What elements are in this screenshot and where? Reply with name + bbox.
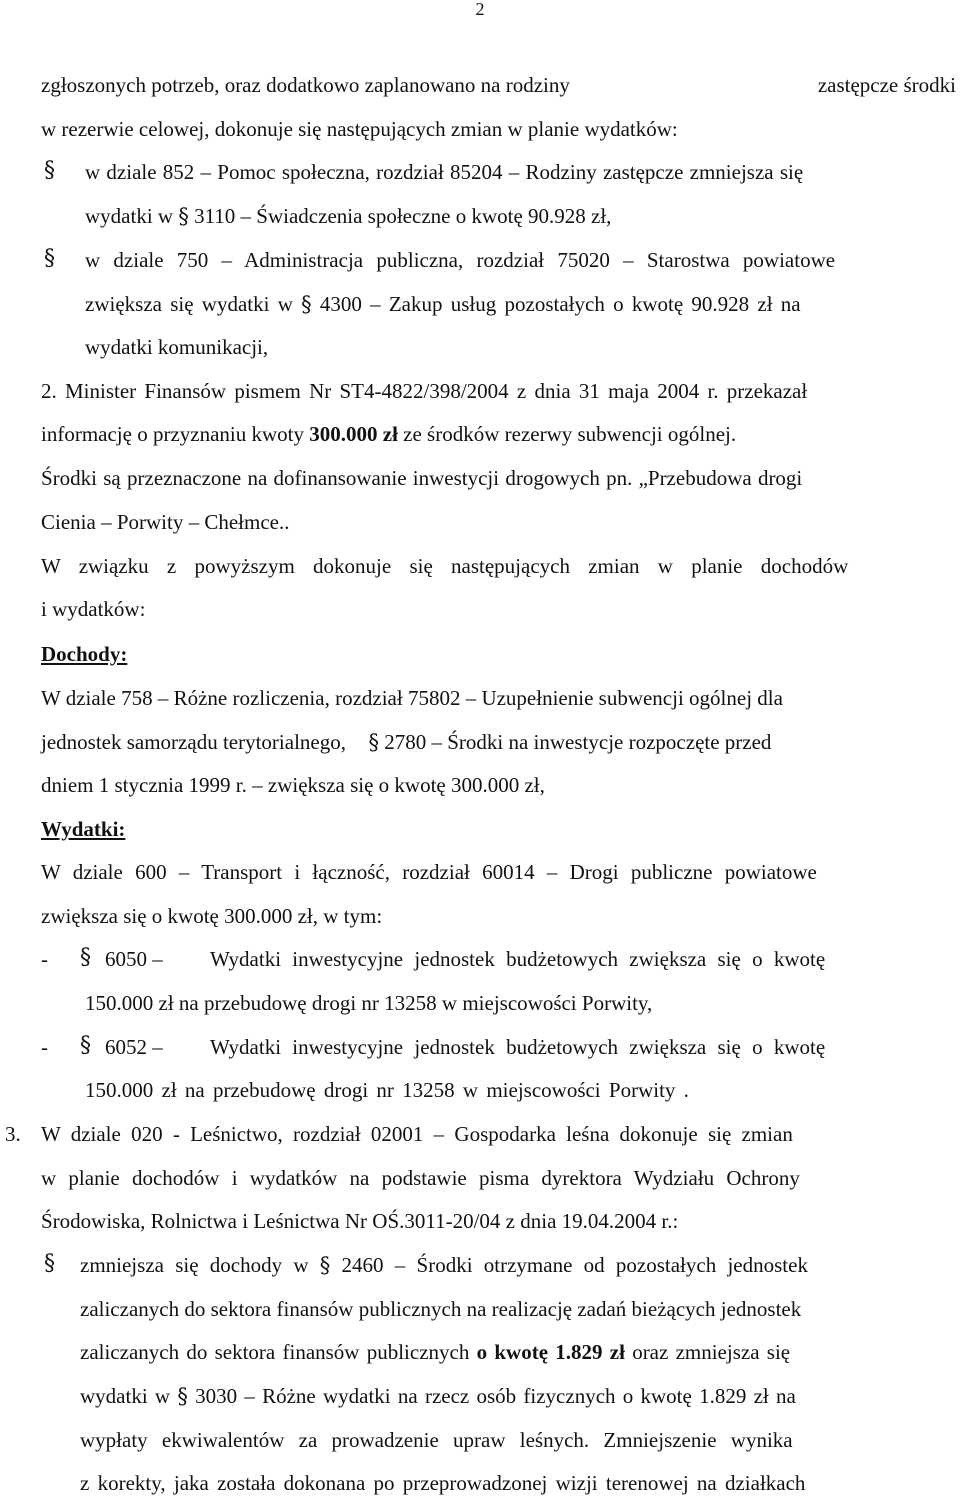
text-segment: informację o przyznaniu kwoty	[41, 422, 310, 446]
paragraph-line: Środowiska, Rolnictwa i Leśnictwa Nr OŚ.3011-20/04 z dnia 19.04.2004 r.:	[41, 1209, 679, 1233]
text-segment: 2460 – Środki otrzymane od pozostałych jednostek	[341, 1253, 808, 1277]
text-segment: 2780 – Środki na inwestycje rozpoczęte przed	[384, 730, 772, 754]
paragraph-line: Wydatki inwestycyjne jednostek budżetowych zwiększa się o kwotę	[210, 1035, 826, 1059]
section-bullet-icon: §	[80, 1033, 91, 1058]
paragraph-line	[85, 203, 611, 229]
paragraph-line: dniem 1 stycznia 1999 r. – zwiększa się o kwotę 300.000 zł,	[41, 773, 545, 797]
text-segment: zgłoszonych potrzeb, oraz dodatkowo zaplanowano na rodziny	[41, 73, 570, 97]
paragraph-line	[85, 291, 960, 317]
section-bullet-icon: §	[44, 1251, 55, 1276]
paragraph-line: w rezerwie celowej, dokonuje się następujących zmian w planie wydatków:	[41, 117, 678, 141]
text-segment: zmniejsza się dochody w	[80, 1253, 309, 1277]
paragraph-line: w planie dochodów i wydatków na podstawie pisma dyrektora Wydziału Ochrony	[41, 1166, 800, 1190]
section-heading-dochody: Dochody:	[41, 642, 128, 666]
text-segment: 6050 –	[105, 947, 163, 971]
section-symbol-icon: §	[319, 1253, 331, 1277]
section-symbol-icon: §	[301, 292, 312, 316]
amount-bold: 300.000 zł	[309, 422, 398, 446]
section-bullet-icon: §	[44, 246, 55, 271]
text-segment: zastępcze środki	[817, 73, 956, 97]
section-symbol-icon: §	[368, 730, 379, 754]
paragraph-line	[80, 1339, 960, 1365]
text-segment: 3030 – Różne wydatki na rzecz osób fizycznych o kwotę 1.829 zł na	[195, 1384, 796, 1408]
paragraph-line	[80, 1383, 960, 1409]
paragraph-line: Cienia – Porwity – Chełmce..	[41, 510, 290, 534]
paragraph-line: W dziale 758 – Różne rozliczenia, rozdział 75802 – Uzupełnienie subwencji ogólnej dla	[41, 686, 783, 710]
paragraph-line: i wydatków:	[41, 597, 146, 621]
text-segment: 3110 – Świadczenia społeczne o kwotę 90.928 zł,	[194, 204, 612, 228]
text-segment: wydatki w	[85, 204, 174, 228]
list-number: 3.	[5, 1122, 21, 1146]
text-segment: zwiększa się wydatki w	[85, 292, 293, 316]
paragraph-line: 150.000 zł na przebudowę drogi nr 13258 w miejscowości Porwity .	[85, 1078, 689, 1102]
paragraph-line: W związku z powyższym dokonuje się następujących zmian w planie dochodów	[41, 554, 849, 578]
list-dash: -	[41, 947, 48, 971]
paragraph-line: 150.000 zł na przebudowę drogi nr 13258 w miejscowości Porwity,	[85, 991, 653, 1015]
paragraph-line: 2. Minister Finansów pismem Nr ST4-4822/398/2004 z dnia 31 maja 2004 r. przekazał	[41, 379, 808, 403]
text-segment: 6052 –	[105, 1035, 163, 1059]
paragraph-line	[80, 1252, 960, 1278]
paragraph-line: Wydatki inwestycyjne jednostek budżetowych zwiększa się o kwotę	[210, 947, 826, 971]
paragraph-line: zwiększa się o kwotę 300.000 zł, w tym:	[41, 904, 383, 928]
paragraph-line: W dziale 020 - Leśnictwo, rozdział 02001 – Gospodarka leśna dokonuje się zmian	[41, 1122, 793, 1146]
section-symbol-icon: §	[177, 1384, 188, 1408]
paragraph-line	[41, 72, 960, 98]
paragraph-line	[41, 729, 771, 755]
paragraph-line: W dziale 600 – Transport i łączność, rozdział 60014 – Drogi publiczne powiatowe	[41, 860, 817, 884]
page-number: 2	[475, 0, 485, 19]
text-segment: ze środków rezerwy subwencji ogólnej.	[397, 422, 737, 446]
amount-bold: o kwotę 1.829 zł	[476, 1340, 625, 1364]
paragraph-line: wydatki komunikacji,	[85, 335, 269, 359]
section-heading-wydatki: Wydatki:	[41, 817, 126, 841]
paragraph-line: w dziale 852 – Pomoc społeczna, rozdział 85204 – Rodziny zastępcze zmniejsza się	[85, 160, 804, 184]
text-segment: jednostek samorządu terytorialnego,	[41, 730, 346, 754]
section-bullet-icon: §	[44, 158, 55, 183]
text-segment: 4300 – Zakup usług pozostałych o kwotę 90.928 zł na	[319, 292, 801, 316]
list-dash: -	[41, 1035, 48, 1059]
paragraph-line	[41, 421, 736, 447]
paragraph-line: wypłaty ekwiwalentów za prowadzenie upraw leśnych. Zmniejszenie wynika	[80, 1428, 793, 1452]
paragraph-line: z korekty, jaka została dokonana po przeprowadzonej wizji terenowej na działkach	[80, 1471, 806, 1495]
paragraph-line: zaliczanych do sektora finansów publicznych na realizację zadań bieżących jednostek	[80, 1297, 802, 1321]
text-segment: wydatki w	[80, 1384, 171, 1408]
section-symbol-icon: §	[178, 204, 189, 228]
paragraph-line: Środki są przeznaczone na dofinansowanie inwestycji drogowych pn. „Przebudowa drogi	[41, 466, 803, 490]
text-segment: oraz zmniejsza się	[624, 1340, 791, 1364]
text-segment: zaliczanych do sektora finansów publicznych	[80, 1340, 477, 1364]
section-bullet-icon: §	[80, 945, 91, 970]
paragraph-line: w dziale 750 – Administracja publiczna, rozdział 75020 – Starostwa powiatowe	[85, 248, 836, 272]
